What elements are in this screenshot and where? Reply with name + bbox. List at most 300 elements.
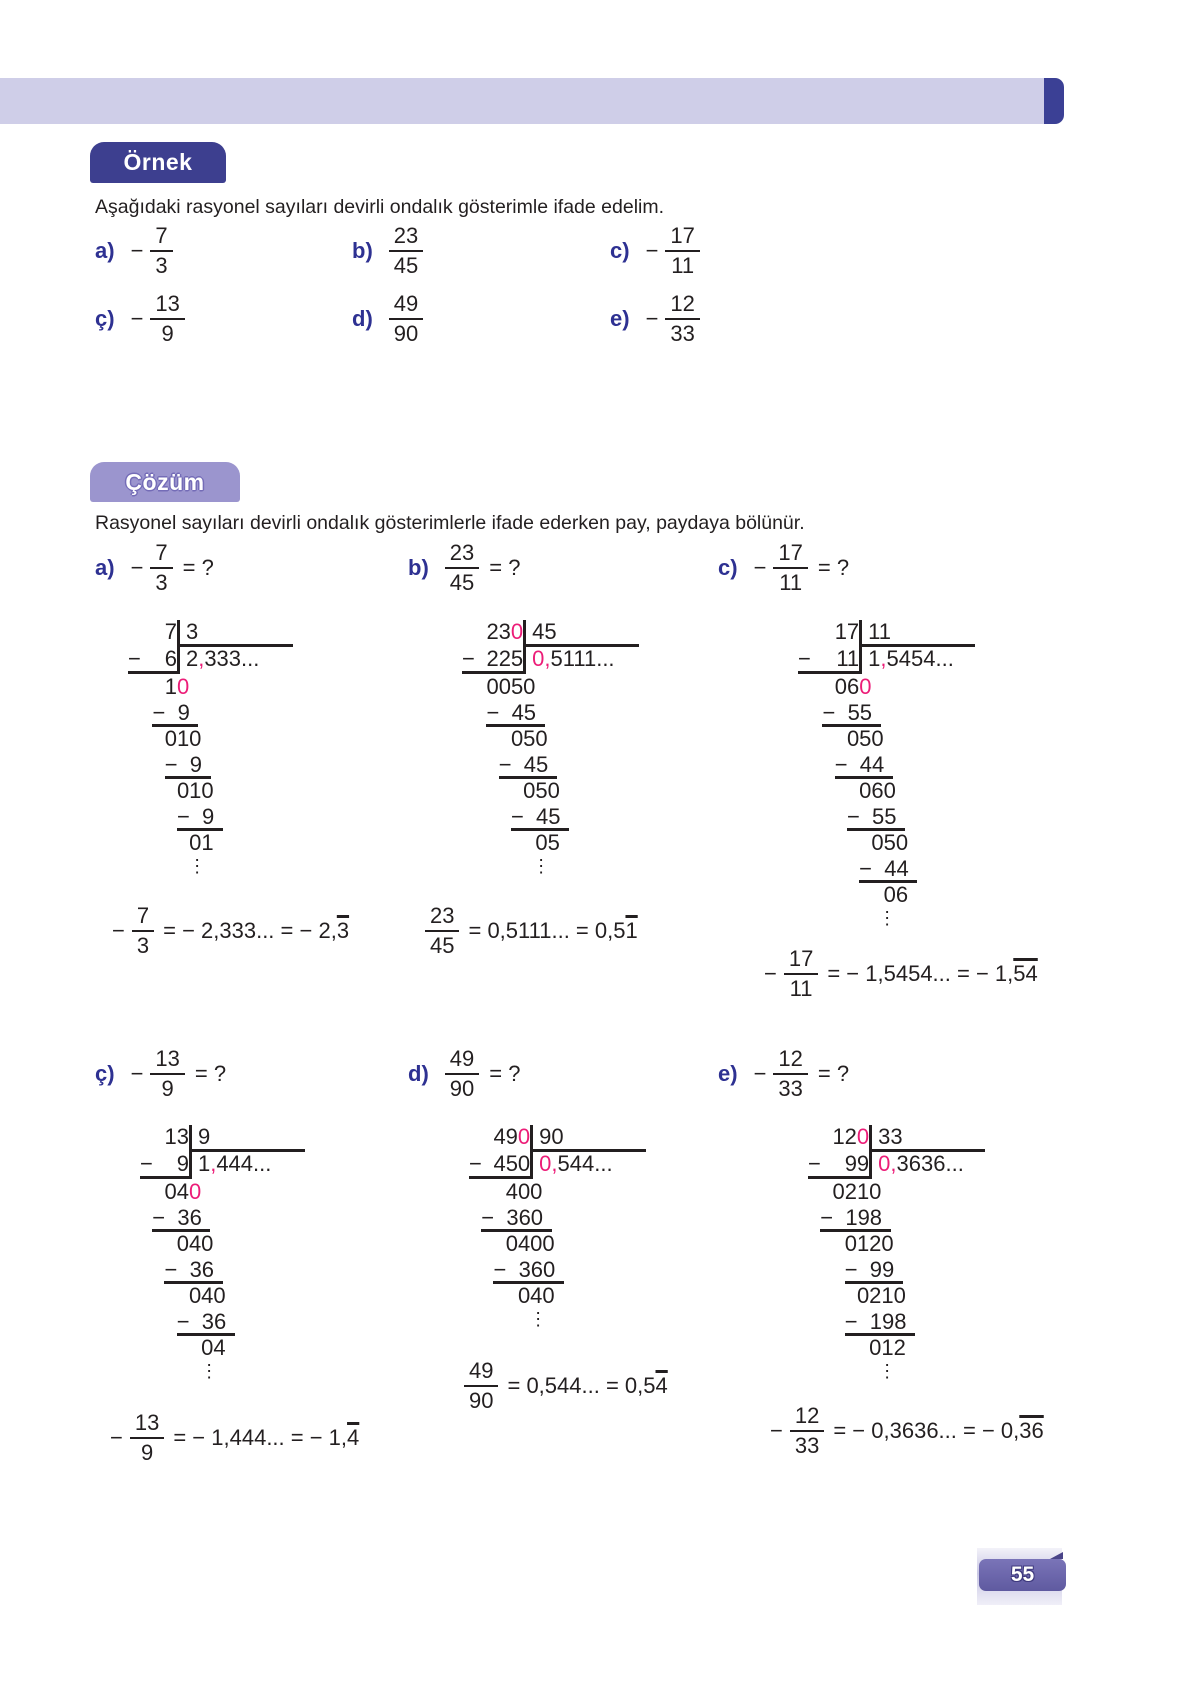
digits <box>845 1152 869 1176</box>
underlined-subtraction <box>486 702 544 727</box>
solution-problem <box>718 1048 849 1100</box>
divisor: 45 <box>523 620 639 647</box>
example-fraction-item <box>95 225 173 277</box>
division-remainder-row <box>518 1283 646 1309</box>
minus-sign: − <box>176 1309 190 1334</box>
minus-sign: − <box>645 306 659 331</box>
digit-text: 333... <box>204 646 260 671</box>
digits: 36 <box>177 1205 202 1230</box>
first-subtrahend <box>469 1152 530 1179</box>
division-subtract-row <box>820 1205 985 1231</box>
division-subtract-head-row <box>140 1152 305 1179</box>
fraction-numerator: 13 <box>150 1048 184 1075</box>
digit-text: 5454... <box>886 646 954 671</box>
division-remainder-row <box>189 830 293 856</box>
fraction-numerator: 7 <box>150 542 172 569</box>
highlighted-digit: 0 <box>859 674 872 699</box>
highlighted-digit: , <box>198 646 205 671</box>
division-subtract-row <box>845 1257 986 1283</box>
header-bar-end-cap <box>1044 78 1064 124</box>
fraction-denominator: 45 <box>430 933 455 958</box>
fraction-denominator: 9 <box>161 1076 174 1101</box>
fraction-numerator: 12 <box>790 1405 824 1432</box>
division-subtract-row <box>822 700 975 726</box>
digit-text: 06 <box>834 674 860 699</box>
equals-question: = ? <box>817 1061 850 1086</box>
digit-text: 012 <box>869 1335 906 1360</box>
minus-sign: − <box>846 804 860 829</box>
digit-text: 2 <box>185 646 199 671</box>
division-head-row <box>128 620 293 647</box>
minus-sign: − <box>820 1205 834 1230</box>
repeating-part-overline: 54 <box>1013 961 1038 986</box>
underlined-subtraction <box>499 754 557 779</box>
solution-badge: Çözüm <box>90 462 240 502</box>
digits: 36 <box>201 1309 227 1334</box>
division-subtract-row <box>152 1205 305 1231</box>
division-subtract-row <box>845 1309 986 1335</box>
division-subtract-row <box>177 1309 305 1335</box>
digit-text: 040 <box>188 1283 226 1308</box>
minus-sign: − <box>130 555 144 580</box>
digit-text: 49 <box>493 1124 518 1149</box>
division-subtract-head-row <box>128 647 293 674</box>
dividend <box>128 620 177 647</box>
fraction-denominator: 90 <box>449 1076 475 1101</box>
fraction-denominator: 45 <box>449 570 475 595</box>
repeating-part-overline: 36 <box>1019 1418 1044 1443</box>
item-label: e) <box>718 1061 738 1086</box>
division-remainder-row <box>506 1231 647 1257</box>
minus-sign: − <box>645 238 659 263</box>
underlined-subtraction <box>481 1207 551 1232</box>
result-equation: = 0,5111... = 0,5 <box>468 918 626 943</box>
division-remainder-row <box>523 778 639 804</box>
minus-sign: − <box>486 700 500 725</box>
division-head-row <box>808 1125 985 1152</box>
division-subtract-row <box>493 1257 646 1283</box>
fraction-denominator: 11 <box>789 976 813 1001</box>
fraction-numerator: 23 <box>445 542 479 569</box>
fraction-numerator: 17 <box>784 948 818 975</box>
division-subtract-head-row <box>469 1152 646 1179</box>
continuation-dots: ⋮ <box>200 1361 219 1381</box>
item-label: b) <box>408 555 429 580</box>
dividend <box>469 1125 530 1152</box>
quotient <box>177 647 293 674</box>
digit-text: 040 <box>517 1283 555 1308</box>
fraction <box>784 948 818 1000</box>
fraction <box>150 1048 184 1100</box>
long-division <box>798 620 975 934</box>
digit-text: 04 <box>164 1179 189 1204</box>
digits: 360 <box>518 1257 556 1282</box>
fraction <box>445 542 479 594</box>
divisor: 90 <box>530 1125 646 1152</box>
highlighted-digit: 0 <box>510 619 524 644</box>
division-remainder-row <box>189 1283 305 1309</box>
fraction <box>790 1405 824 1457</box>
fraction-numerator: 49 <box>389 293 423 320</box>
equals-question: = ? <box>489 1061 521 1086</box>
minus-sign: − <box>753 555 767 580</box>
highlighted-digit: 0, <box>878 1151 897 1176</box>
digit-text: 13 <box>164 1124 189 1149</box>
digits <box>165 647 177 671</box>
fraction-numerator: 49 <box>464 1360 498 1387</box>
example-fraction-item <box>610 225 700 277</box>
solution-result <box>770 1405 1044 1457</box>
solution-problem <box>95 1048 226 1100</box>
digit-text: 1 <box>197 1151 211 1176</box>
result-equation: = − 0,3636... = − 0, <box>833 1418 1020 1443</box>
minus-sign: − <box>859 856 873 881</box>
fraction <box>464 1360 498 1412</box>
digits <box>493 1152 530 1176</box>
digit-text: 010 <box>164 726 202 751</box>
highlighted-digit: 0, <box>539 1151 558 1176</box>
minus-sign: − <box>130 238 144 263</box>
solution-result <box>112 905 349 957</box>
digits: 9 <box>177 700 190 725</box>
division-subtract-head-row <box>798 647 975 674</box>
division-head-row <box>140 1125 305 1152</box>
solution-result <box>425 905 638 957</box>
digit-text: 6 <box>164 646 177 671</box>
fraction-denominator: 33 <box>670 321 695 346</box>
minus-sign: − <box>164 1257 178 1282</box>
digits <box>486 647 523 671</box>
highlighted-digit: 0 <box>176 674 190 699</box>
minus-sign: − <box>753 1061 767 1086</box>
digits: 44 <box>884 856 909 881</box>
digit-text: 050 <box>523 778 560 803</box>
long-division <box>128 620 293 882</box>
division-subtract-row <box>859 856 975 882</box>
solution-result <box>764 948 1038 1000</box>
example-fraction-item <box>610 293 700 345</box>
example-badge: Örnek <box>90 142 226 183</box>
digit-text: 1 <box>868 646 881 671</box>
example-fraction-item <box>352 225 423 277</box>
minus-sign: − <box>493 1257 507 1282</box>
fraction-denominator: 11 <box>779 570 803 595</box>
page-number: 55 <box>979 1559 1066 1591</box>
division-head-row <box>469 1125 646 1152</box>
item-label: a) <box>95 555 115 580</box>
solution-problem <box>95 542 214 594</box>
item-label: ç) <box>95 1061 115 1086</box>
digits: 36 <box>189 1257 215 1282</box>
minus-sign: − <box>844 1309 858 1334</box>
underlined-subtraction <box>165 754 211 779</box>
division-remainder-row <box>165 674 293 700</box>
digit-text: 7 <box>164 619 177 644</box>
fraction <box>665 293 699 345</box>
division-remainder-row <box>859 778 975 804</box>
underlined-subtraction <box>845 1311 915 1336</box>
quotient <box>869 1152 985 1179</box>
digit-text: 9 <box>176 1151 189 1176</box>
fraction-denominator: 33 <box>794 1433 820 1458</box>
division-remainder-row <box>165 726 293 752</box>
fraction-denominator: 33 <box>778 1076 803 1101</box>
fraction <box>445 1048 479 1100</box>
division-head-row <box>462 620 639 647</box>
division-remainder-row <box>177 778 293 804</box>
highlighted-digit: 0 <box>856 1124 870 1149</box>
fraction <box>132 905 154 957</box>
fraction <box>665 225 699 277</box>
result-equation: = − 1,5454... = − 1, <box>827 961 1014 986</box>
quotient <box>189 1152 305 1179</box>
digits: 55 <box>847 700 873 725</box>
underlined-subtraction <box>859 858 917 883</box>
digits: 45 <box>511 700 537 725</box>
minus-sign: − <box>770 1418 783 1443</box>
continuation-dots: ⋮ <box>878 1361 897 1381</box>
division-subtract-row <box>486 700 639 726</box>
division-remainder-row <box>857 1283 985 1309</box>
digit-text: 05 <box>535 830 560 855</box>
underlined-subtraction <box>177 806 223 831</box>
equals-question: = ? <box>489 555 521 580</box>
fraction-denominator: 90 <box>469 1388 494 1413</box>
fraction-numerator: 49 <box>445 1048 479 1075</box>
repeating-part-overline: 1 <box>625 918 638 943</box>
quotient <box>530 1152 646 1179</box>
minus-sign: − <box>808 1151 821 1176</box>
minus-sign: − <box>844 1257 858 1282</box>
digit-text: 400 <box>505 1179 543 1204</box>
fraction-numerator: 7 <box>150 225 172 252</box>
item-label: a) <box>95 238 115 263</box>
fraction <box>425 905 459 957</box>
minus-sign: − <box>469 1151 482 1176</box>
solution-problem <box>408 542 520 594</box>
fraction-denominator: 3 <box>155 253 168 278</box>
repeating-part-overline: 4 <box>655 1373 668 1398</box>
digit-text: 060 <box>859 778 896 803</box>
minus-sign: − <box>822 700 836 725</box>
digit-text: 99 <box>844 1151 870 1176</box>
fraction-numerator: 12 <box>665 293 699 320</box>
divisor: 3 <box>177 620 293 647</box>
equals-question: = ? <box>194 1061 227 1086</box>
item-label: d) <box>408 1061 429 1086</box>
highlighted-digit: 0 <box>517 1124 531 1149</box>
digit-text: 544... <box>557 1151 613 1176</box>
long-division <box>140 1125 305 1387</box>
fraction <box>773 542 807 594</box>
minus-sign: − <box>764 961 777 986</box>
fraction-denominator: 9 <box>140 1440 154 1465</box>
dividend <box>140 1125 189 1152</box>
first-subtrahend <box>128 647 177 674</box>
minus-sign: − <box>152 700 166 725</box>
continuation-dots: ⋮ <box>529 1309 548 1329</box>
fraction-numerator: 23 <box>425 905 459 932</box>
continuation-dots: ⋮ <box>878 908 897 928</box>
fraction <box>150 225 172 277</box>
digit-text: 1 <box>164 674 177 699</box>
result-equation: = − 2,333... = − 2, <box>163 918 337 943</box>
long-division <box>808 1125 985 1387</box>
division-subtract-row <box>152 700 293 726</box>
fraction-numerator: 12 <box>773 1048 807 1075</box>
solution-problem <box>718 542 849 594</box>
digit-text: 17 <box>834 619 860 644</box>
result-equation: = 0,544... = 0,5 <box>507 1373 656 1398</box>
long-division <box>469 1125 646 1335</box>
underlined-subtraction <box>511 806 569 831</box>
fraction-denominator: 3 <box>136 933 150 958</box>
digit-text: 5111... <box>550 646 615 671</box>
digit-text: 050 <box>871 830 909 855</box>
underlined-subtraction <box>152 1207 210 1232</box>
divisor: 33 <box>869 1125 985 1152</box>
example-fraction-item <box>95 293 185 345</box>
minus-sign: − <box>110 1425 123 1450</box>
digits: 99 <box>869 1257 895 1282</box>
digit-text: 010 <box>176 778 214 803</box>
digit-text: 06 <box>883 882 909 907</box>
continuation-dots: ⋮ <box>188 856 207 876</box>
digit-text: 0050 <box>486 674 536 699</box>
division-subtract-row <box>847 804 975 830</box>
fraction <box>130 1412 164 1464</box>
division-subtract-head-row <box>808 1152 985 1179</box>
division-subtract-row <box>165 752 293 778</box>
minus-sign: − <box>462 646 475 671</box>
digit-text: 3636... <box>896 1151 964 1176</box>
minus-sign: − <box>152 1205 166 1230</box>
division-subtract-row <box>499 752 640 778</box>
equals-question: = ? <box>817 555 850 580</box>
division-remainder-row <box>164 1179 305 1205</box>
minus-sign: − <box>128 646 141 671</box>
divisor: 11 <box>859 620 975 647</box>
minus-sign: − <box>176 804 190 829</box>
solution-intro-text: Rasyonel sayıları devirli ondalık gösterimlerle ifade ederken pay, paydaya bölünür. <box>95 512 805 534</box>
quotient <box>859 647 975 674</box>
digit-text: 0120 <box>844 1231 894 1256</box>
fraction-numerator: 13 <box>130 1412 164 1439</box>
division-remainder-row <box>832 1179 985 1205</box>
division-remainder-row <box>177 1231 305 1257</box>
fraction-denominator: 3 <box>155 570 168 595</box>
underlined-subtraction <box>820 1207 890 1232</box>
underlined-subtraction <box>493 1259 563 1284</box>
item-label: e) <box>610 306 630 331</box>
underlined-subtraction <box>152 702 198 727</box>
division-remainder-row <box>884 882 976 908</box>
result-equation: = − 1,444... = − 1, <box>173 1425 348 1450</box>
digits: 44 <box>859 752 885 777</box>
division-remainder-row <box>871 830 975 856</box>
division-subtract-row <box>164 1257 305 1283</box>
fraction-denominator: 9 <box>161 321 174 346</box>
fraction <box>150 542 172 594</box>
minus-sign: − <box>164 752 178 777</box>
division-remainder-row <box>486 674 639 700</box>
underlined-subtraction <box>835 754 893 779</box>
fraction <box>389 293 423 345</box>
digit-text: 444... <box>216 1151 272 1176</box>
digit-text: 0210 <box>832 1179 882 1204</box>
long-division <box>462 620 639 882</box>
item-label: b) <box>352 238 373 263</box>
underlined-subtraction <box>177 1311 235 1336</box>
division-remainder-row <box>201 1335 305 1361</box>
division-subtract-row <box>481 1205 646 1231</box>
fraction-denominator: 45 <box>393 253 419 278</box>
fraction-numerator: 23 <box>389 225 423 252</box>
fraction <box>389 225 423 277</box>
digits: 45 <box>523 752 549 777</box>
quotient <box>523 647 639 674</box>
division-subtract-head-row <box>462 647 639 674</box>
underlined-subtraction <box>847 806 905 831</box>
underlined-subtraction <box>164 1259 222 1284</box>
minus-sign: − <box>130 306 144 331</box>
minus-sign: − <box>130 1061 144 1086</box>
division-remainder-row <box>847 726 975 752</box>
digit-text: 0210 <box>856 1283 906 1308</box>
digits: 198 <box>845 1205 883 1230</box>
digit-text: 450 <box>493 1151 531 1176</box>
item-label: ç) <box>95 306 115 331</box>
division-remainder-row <box>535 830 639 856</box>
minus-sign: − <box>798 646 811 671</box>
item-label: d) <box>352 306 373 331</box>
first-subtrahend <box>808 1152 869 1179</box>
continuation-dots: ⋮ <box>532 856 551 876</box>
fraction-denominator: 11 <box>671 253 695 278</box>
digit-text: 23 <box>486 619 511 644</box>
minus-sign: − <box>498 752 512 777</box>
division-remainder-row <box>835 674 976 700</box>
digit-text: 225 <box>486 646 524 671</box>
digits <box>836 647 859 671</box>
minus-sign: − <box>481 1205 495 1230</box>
highlighted-digit: 0 <box>188 1179 202 1204</box>
underlined-subtraction <box>822 702 880 727</box>
fraction-numerator: 13 <box>150 293 184 320</box>
solution-problem <box>408 1048 520 1100</box>
underlined-subtraction <box>845 1259 903 1284</box>
digit-text: 12 <box>832 1124 857 1149</box>
digits <box>177 1152 189 1176</box>
header-bar <box>0 78 1046 124</box>
repeating-part-overline: 4 <box>347 1425 360 1450</box>
digit-text: 050 <box>846 726 884 751</box>
repeating-part-overline: 3 <box>336 918 350 943</box>
highlighted-digit: 0, <box>532 646 551 671</box>
solution-result <box>110 1412 359 1464</box>
digits: 198 <box>869 1309 907 1334</box>
equals-question: = ? <box>182 555 214 580</box>
digit-text: 01 <box>189 830 214 855</box>
first-subtrahend <box>140 1152 189 1179</box>
item-label: c) <box>610 238 630 263</box>
division-remainder-row <box>869 1335 985 1361</box>
highlighted-digit: , <box>880 646 887 671</box>
fraction-numerator: 17 <box>665 225 699 252</box>
digits: 45 <box>536 804 561 829</box>
minus-sign: − <box>140 1151 153 1176</box>
page-number-ribbon <box>977 1548 1062 1605</box>
